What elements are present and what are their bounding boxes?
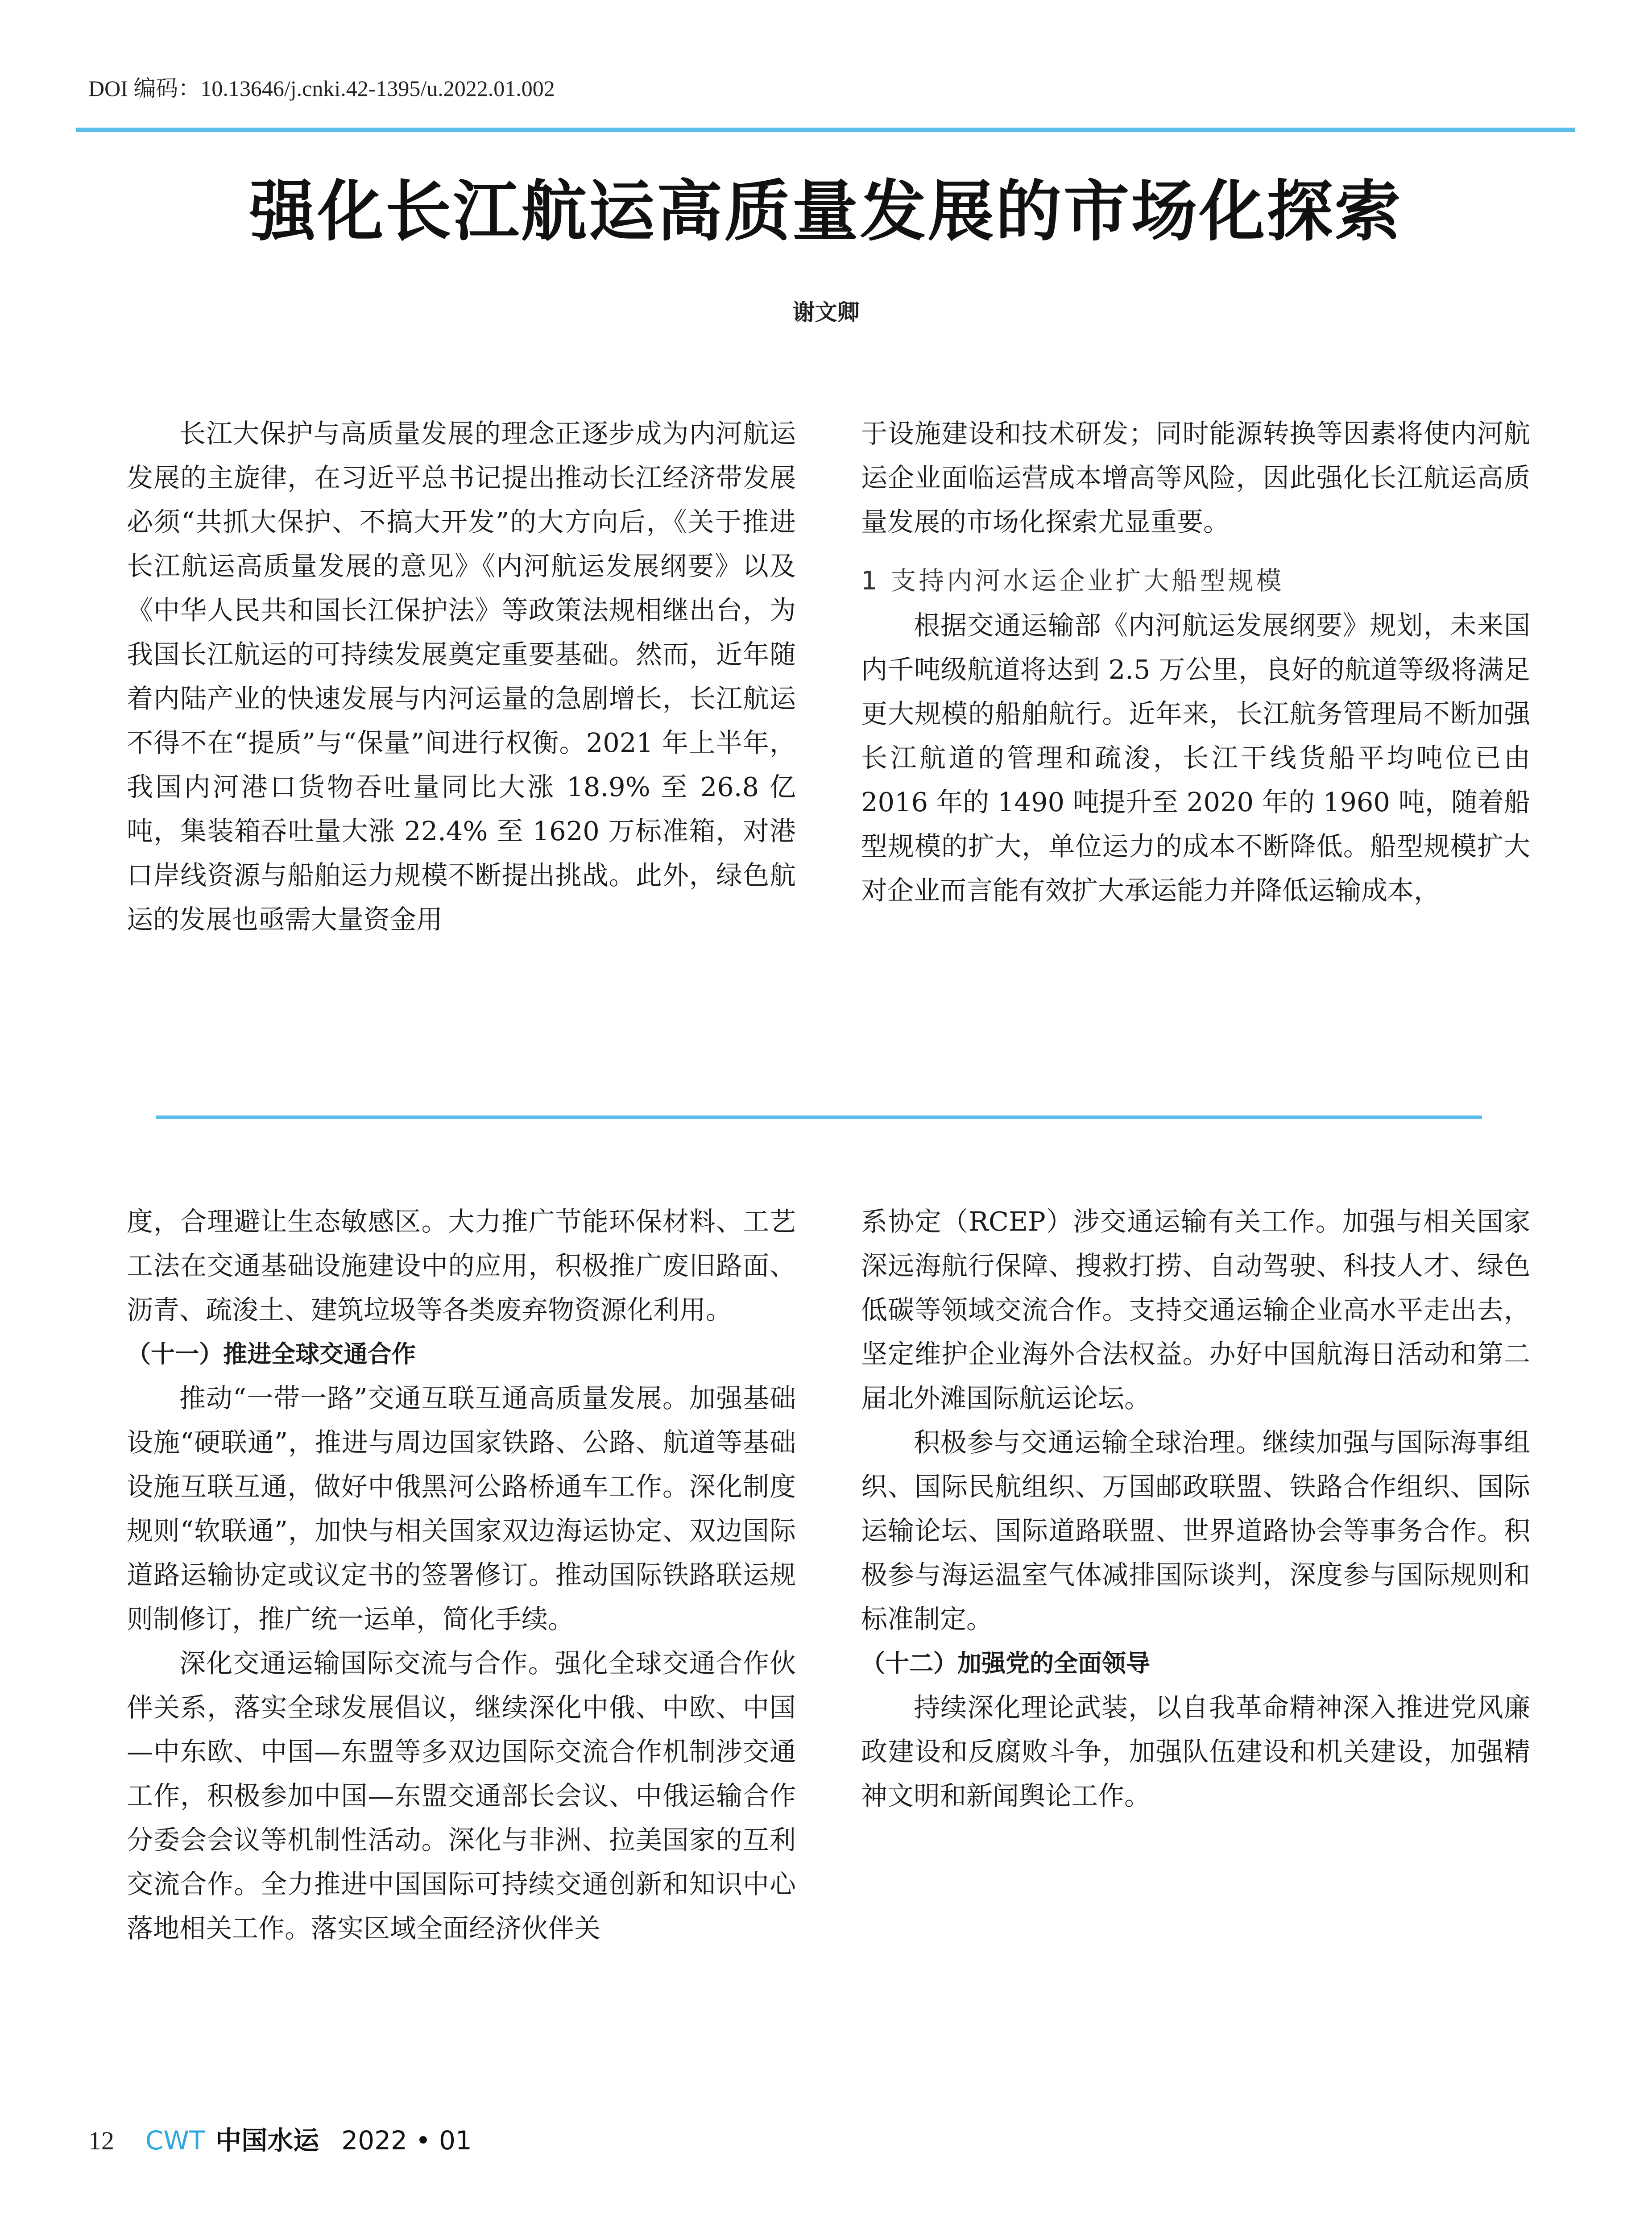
section-12-heading: （十二）加强党的全面领导	[861, 1649, 1150, 1677]
intro-paragraph: 长江大保护与高质量发展的理念正逐步成为内河航运发展的主旋律，在习近平总书记提出推动长江经济带发展必须“共抓大保护、不搞大开发”的大方向后，《关于推进长江航运高质量发展的意见》《内河航运发展纲要》以及《中华人民共和国长江保护法》等政策法规相继出台，为我国长江航运的可持续发展奠定重要基础。然而，近年随着内陆产业的快速发展与内河运量的急剧增长，长江航运不得不在“提质”与“保量”间进行权衡。2021 年上半年，我国内河港口货物吞吐量同比大涨 18.9% 至 26.8 亿吨，集装箱吞吐量大涨 22.4% 至 1620 万标准箱，对港口岸线资源与船舶运力规模不断提出挑战。此外，绿色航运的发展也亟需大量资金用	[127, 418, 796, 935]
section-1-heading: 1 支持内河水运企业扩大船型规模	[861, 566, 1284, 596]
lower-right-column	[861, 1199, 1530, 1818]
article-title: 强化长江航运高质量发展的市场化探索	[249, 172, 1403, 250]
section-11-paragraph-b-continued: 系协定（RCEP）涉交通运输有关工作。加强与相关国家深远海航行保障、搜救打捞、自动驾驶、科技人才、绿色低碳等领域交流合作。支持交通运输企业高水平走出去，坚定维护企业海外合法权益。办好中国航海日活动和第二届北外滩国际航运论坛。	[861, 1206, 1530, 1414]
continued-paragraph: 度，合理避让生态敏感区。大力推广节能环保材料、工艺工法在交通基础设施建设中的应用，积极推广废旧路面、沥青、疏浚土、建筑垃圾等各类废弃物资源化利用。	[127, 1206, 796, 1325]
brand-logo-text: CWT	[145, 2125, 205, 2156]
upper-left-column	[127, 411, 796, 941]
intro-paragraph-continued: 于设施建设和技术研发；同时能源转换等因素将使内河航运企业面临运营成本增高等风险，因此强化长江航运高质量发展的市场化探索尤显重要。	[861, 418, 1530, 537]
issue-number: 2022 • 01	[341, 2125, 472, 2156]
page-number: 12	[88, 2126, 114, 2155]
section-11-paragraph-b: 深化交通运输国际交流与合作。强化全球交通合作伙伴关系，落实全球发展倡议，继续深化中俄、中欧、中国—中东欧、中国—东盟等多双边国际交流合作机制涉交通工作，积极参加中国—东盟交通部长会议、中俄运输合作分委会会议等机制性活动。深化与非洲、拉美国家的互利交流合作。全力推进中国国际可持续交通创新和知识中心落地相关工作。落实区域全面经济伙伴关	[127, 1648, 796, 1944]
lower-left-column	[127, 1199, 796, 1950]
upper-right-column	[861, 411, 1530, 912]
article-author: 谢文卿	[792, 299, 860, 325]
section-11-paragraph-c: 积极参与交通运输全球治理。继续加强与国际海事组织、国际民航组织、万国邮政联盟、铁路合作组织、国际运输论坛、国际道路联盟、世界道路协会等事务合作。积极参与海运温室气体减排国际谈判，深度参与国际规则和标准制定。	[861, 1427, 1530, 1634]
page-footer	[88, 2119, 472, 2157]
section-1-paragraph: 根据交通运输部《内河航运发展纲要》规划，未来国内千吨级航道将达到 2.5 万公里，良好的航道等级将满足更大规模的船舶航行。近年来，长江航务管理局不断加强长江航道的管理和疏浚，长江干线货船平均吨位已由 2016 年的 1490 吨提升至 2020 年的 1960 吨，随着船型规模的扩大，单位运力的成本不断降低。船型规模扩大对企业而言能有效扩大承运能力并降低运输成本，	[861, 610, 1530, 906]
section-11-paragraph-a: 推动“一带一路”交通互联互通高质量发展。加强基础设施“硬联通”，推进与周边国家铁路、公路、航道等基础设施互联互通，做好中俄黑河公路桥通车工作。深化制度规则“软联通”，加快与相关国家双边海运协定、双边国际道路运输协定或议定书的签署修订。推动国际铁路联运规则制修订，推广统一运单，简化手续。	[127, 1383, 796, 1634]
section-12-paragraph: 持续深化理论武装，以自我革命精神深入推进党风廉政建设和反腐败斗争，加强队伍建设和机关建设，加强精神文明和新闻舆论工作。	[861, 1692, 1530, 1811]
middle-divider	[156, 1116, 1482, 1119]
section-11-heading: （十一）推进全球交通合作	[127, 1340, 416, 1368]
doi-line: DOI 编码：10.13646/j.cnki.42-1395/u.2022.01.002	[88, 76, 555, 101]
top-divider	[76, 128, 1575, 132]
magazine-name: 中国水运	[215, 2125, 319, 2156]
